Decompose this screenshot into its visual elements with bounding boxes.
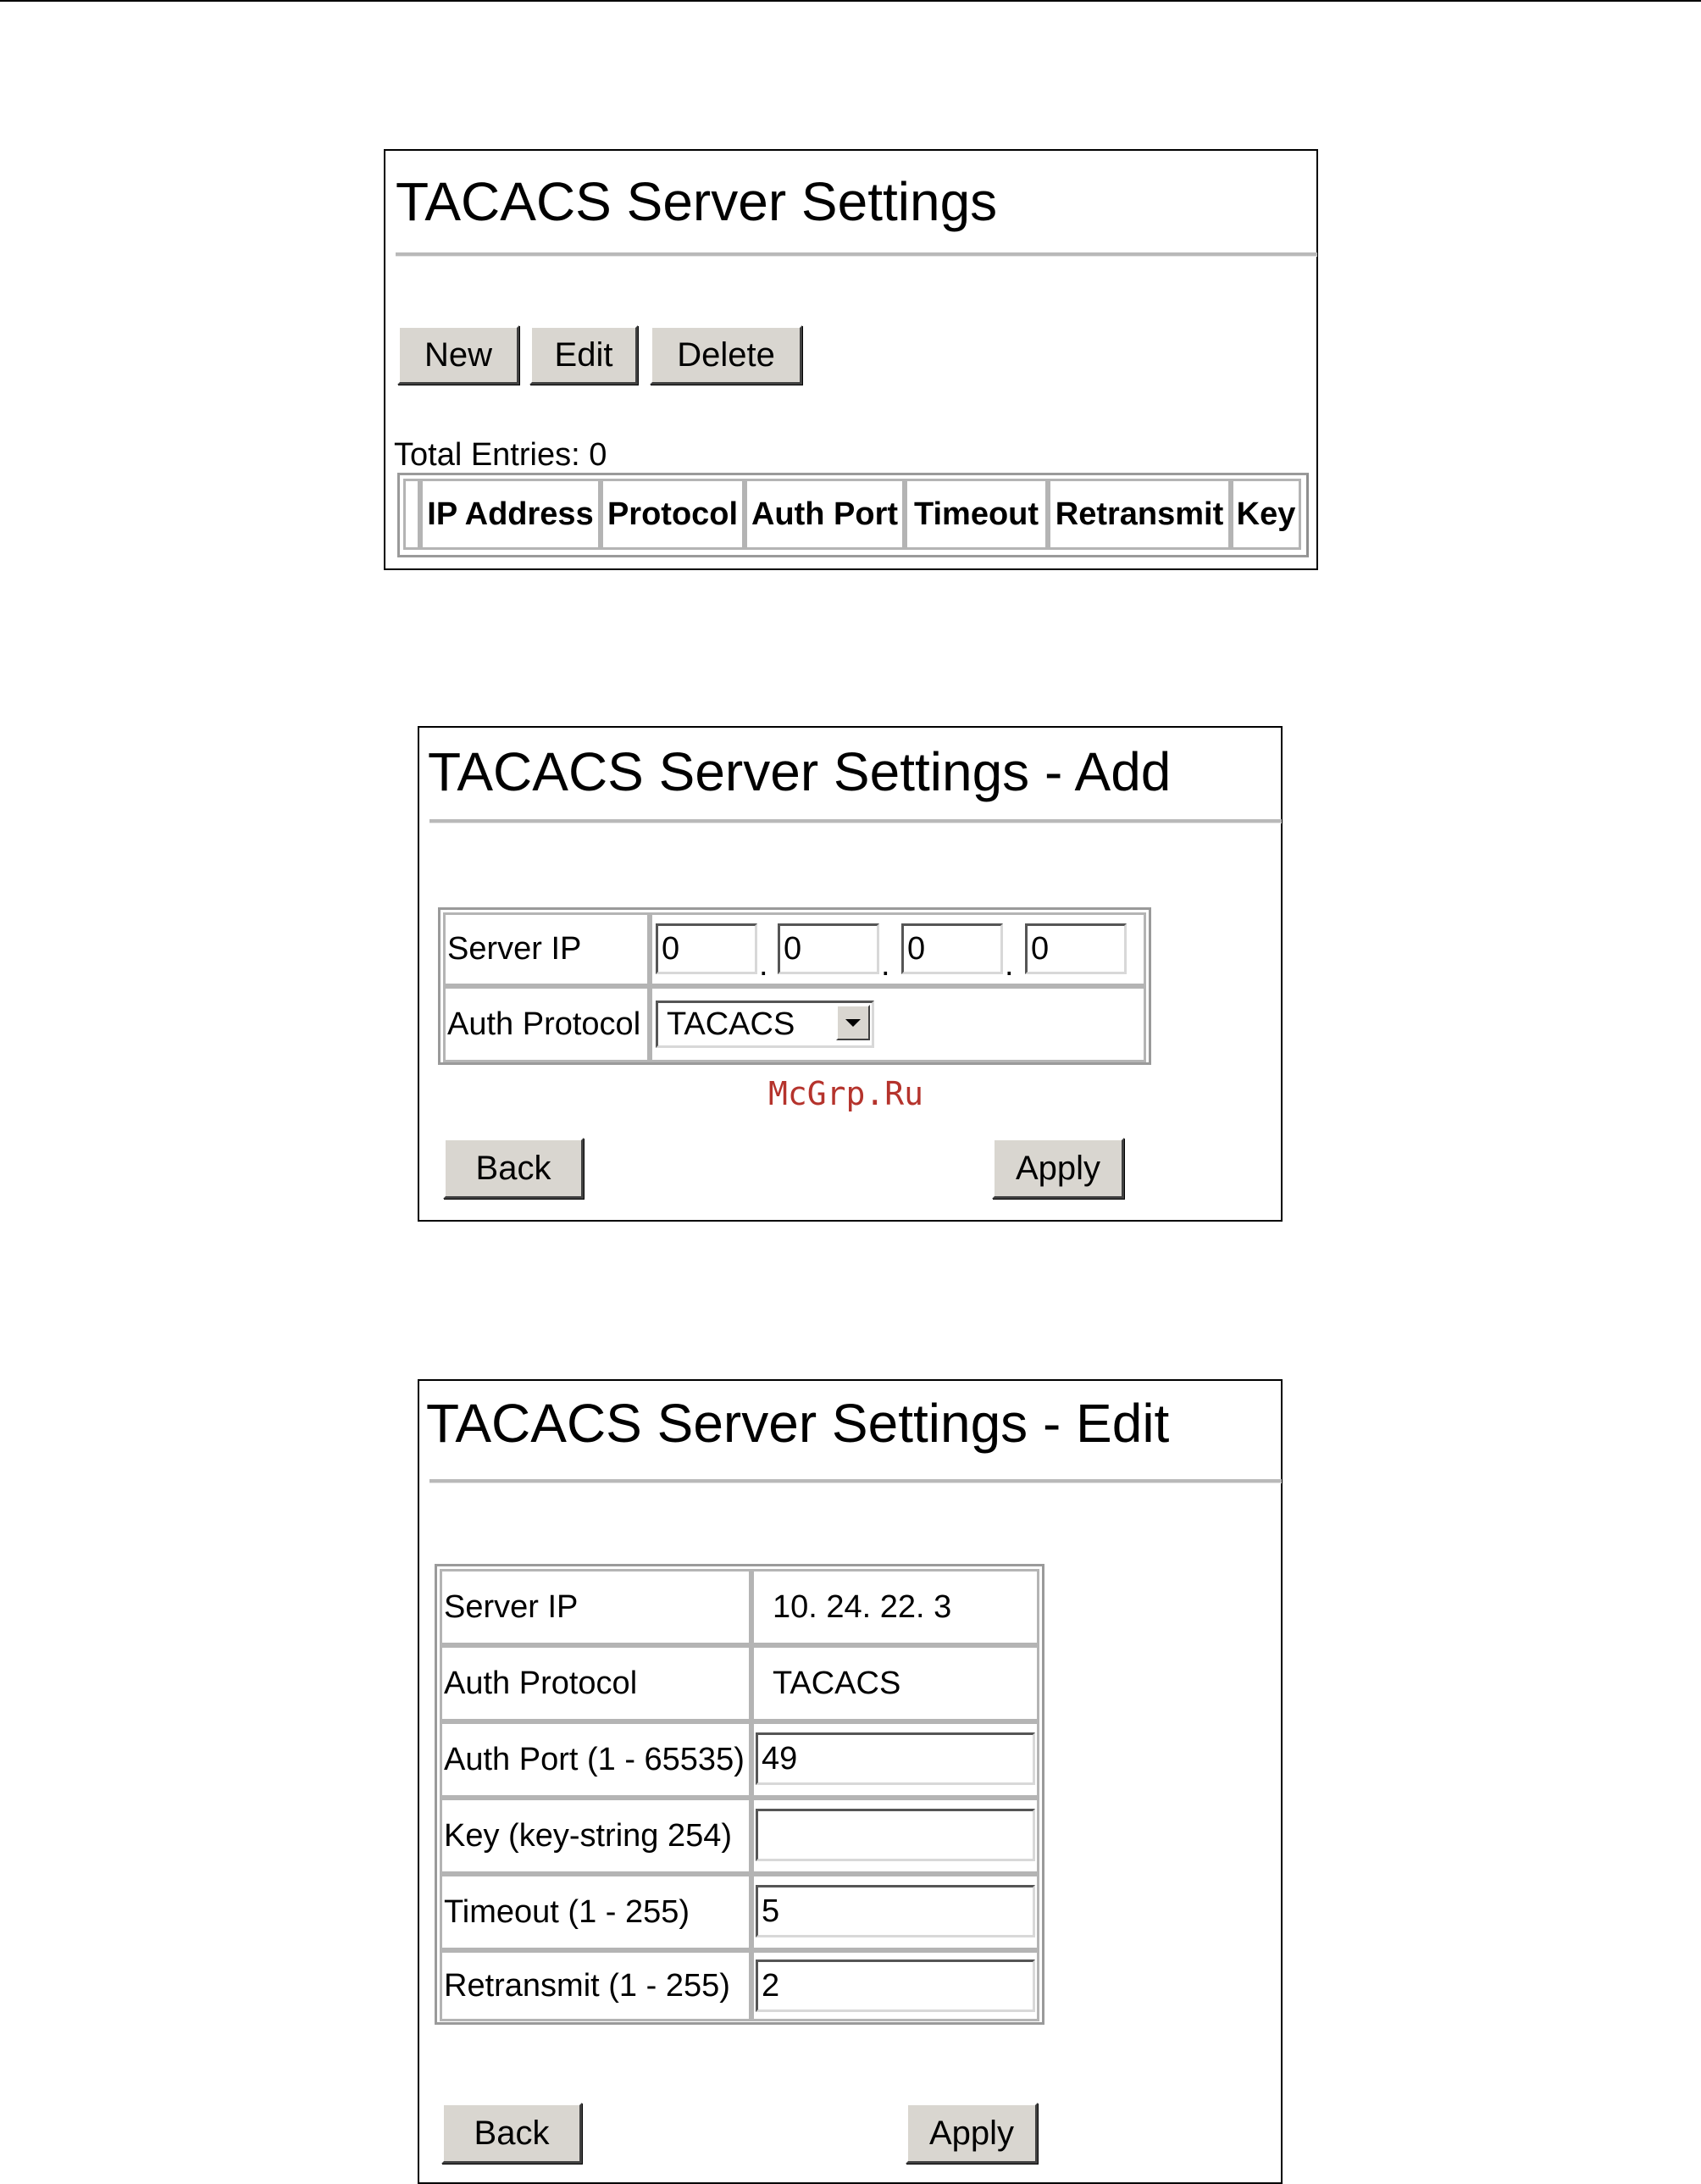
- server-ip-label: Server IP: [447, 931, 582, 967]
- key-label-cell: [440, 1798, 751, 1874]
- total-entries: Total Entries: 0: [394, 437, 607, 473]
- timeout-label: Timeout (1 - 255): [444, 1893, 690, 1930]
- auth-port-input[interactable]: [756, 1732, 1035, 1785]
- server-ip-octet-2[interactable]: [778, 923, 879, 974]
- column-header-auth-port: Auth Port: [745, 479, 905, 550]
- back-button[interactable]: Back: [443, 1138, 584, 1199]
- server-ip-value-cell: [650, 912, 1146, 986]
- octet-separator: .: [1005, 947, 1014, 983]
- auth-port-label-cell: [440, 1721, 751, 1798]
- timeout-label-cell: [440, 1874, 751, 1950]
- title-divider: [429, 819, 1282, 823]
- auth-protocol-label: Auth Protocol: [444, 1665, 638, 1701]
- server-ip-octet-1[interactable]: [656, 923, 757, 974]
- server-ip-octet-4[interactable]: [1025, 923, 1127, 974]
- server-ip-label: Server IP: [444, 1588, 579, 1625]
- auth-protocol-selected: TACACS: [667, 1006, 795, 1042]
- server-ip-value-cell: [751, 1569, 1039, 1645]
- apply-button[interactable]: Apply: [992, 1138, 1124, 1199]
- title-divider: [429, 1479, 1282, 1483]
- column-header-protocol: Protocol: [601, 479, 745, 550]
- page-title: TACACS Server Settings - Add: [428, 741, 1172, 802]
- tacacs-add-panel: [418, 726, 1283, 1222]
- auth-port-label: Auth Port (1 - 65535): [444, 1741, 745, 1777]
- column-header-timeout: Timeout: [905, 479, 1048, 550]
- back-button[interactable]: Back: [441, 2103, 582, 2164]
- timeout-input[interactable]: [756, 1885, 1035, 1937]
- new-button[interactable]: New: [397, 325, 519, 385]
- tacacs-edit-panel: [418, 1379, 1283, 2184]
- column-header-key: Key: [1231, 479, 1301, 550]
- apply-button[interactable]: Apply: [906, 2103, 1038, 2164]
- server-ip-label-cell: [440, 1569, 751, 1645]
- key-input[interactable]: [756, 1809, 1035, 1861]
- auth-protocol-value-cell: [650, 986, 1146, 1062]
- delete-button[interactable]: Delete: [650, 325, 802, 385]
- dropdown-arrow-icon[interactable]: [836, 1005, 870, 1040]
- column-header-ip-address: IP Address: [420, 479, 601, 550]
- title-divider: [396, 252, 1317, 257]
- page-top-rule: [0, 0, 1701, 2]
- add-form-table: [438, 907, 1151, 1065]
- auth-protocol-label-cell: [440, 1645, 751, 1721]
- auth-protocol-label-cell: [443, 986, 650, 1062]
- octet-separator: .: [759, 947, 768, 983]
- retransmit-label: Retransmit (1 - 255): [444, 1967, 730, 2004]
- column-header-retransmit: Retransmit: [1048, 479, 1231, 550]
- timeout-value-cell: [751, 1874, 1039, 1950]
- select-column-header: [403, 479, 420, 550]
- auth-protocol-label: Auth Protocol: [447, 1006, 641, 1042]
- server-ip-label-cell: [443, 912, 650, 986]
- retransmit-label-cell: [440, 1950, 751, 2021]
- server-table: [397, 473, 1309, 557]
- auth-protocol-value-cell: [751, 1645, 1039, 1721]
- tacacs-list-panel: [384, 149, 1318, 570]
- key-value-cell: [751, 1798, 1039, 1874]
- edit-button[interactable]: Edit: [529, 325, 638, 385]
- retransmit-input[interactable]: [756, 1960, 1035, 2012]
- auth-protocol-select[interactable]: [656, 1001, 874, 1048]
- retransmit-value-cell: [751, 1950, 1039, 2021]
- octet-separator: .: [881, 947, 890, 983]
- auth-port-value-cell: [751, 1721, 1039, 1798]
- page-title: TACACS Server Settings - Edit: [426, 1393, 1170, 1454]
- key-label: Key (key-string 254): [444, 1817, 733, 1854]
- watermark: McGrp.Ru: [768, 1075, 924, 1112]
- auth-protocol-value: TACACS: [773, 1665, 901, 1701]
- server-ip-value: 10. 24. 22. 3: [773, 1588, 952, 1625]
- edit-form-table: [435, 1564, 1044, 2025]
- server-ip-octet-3[interactable]: [901, 923, 1003, 974]
- page-title: TACACS Server Settings: [396, 171, 998, 232]
